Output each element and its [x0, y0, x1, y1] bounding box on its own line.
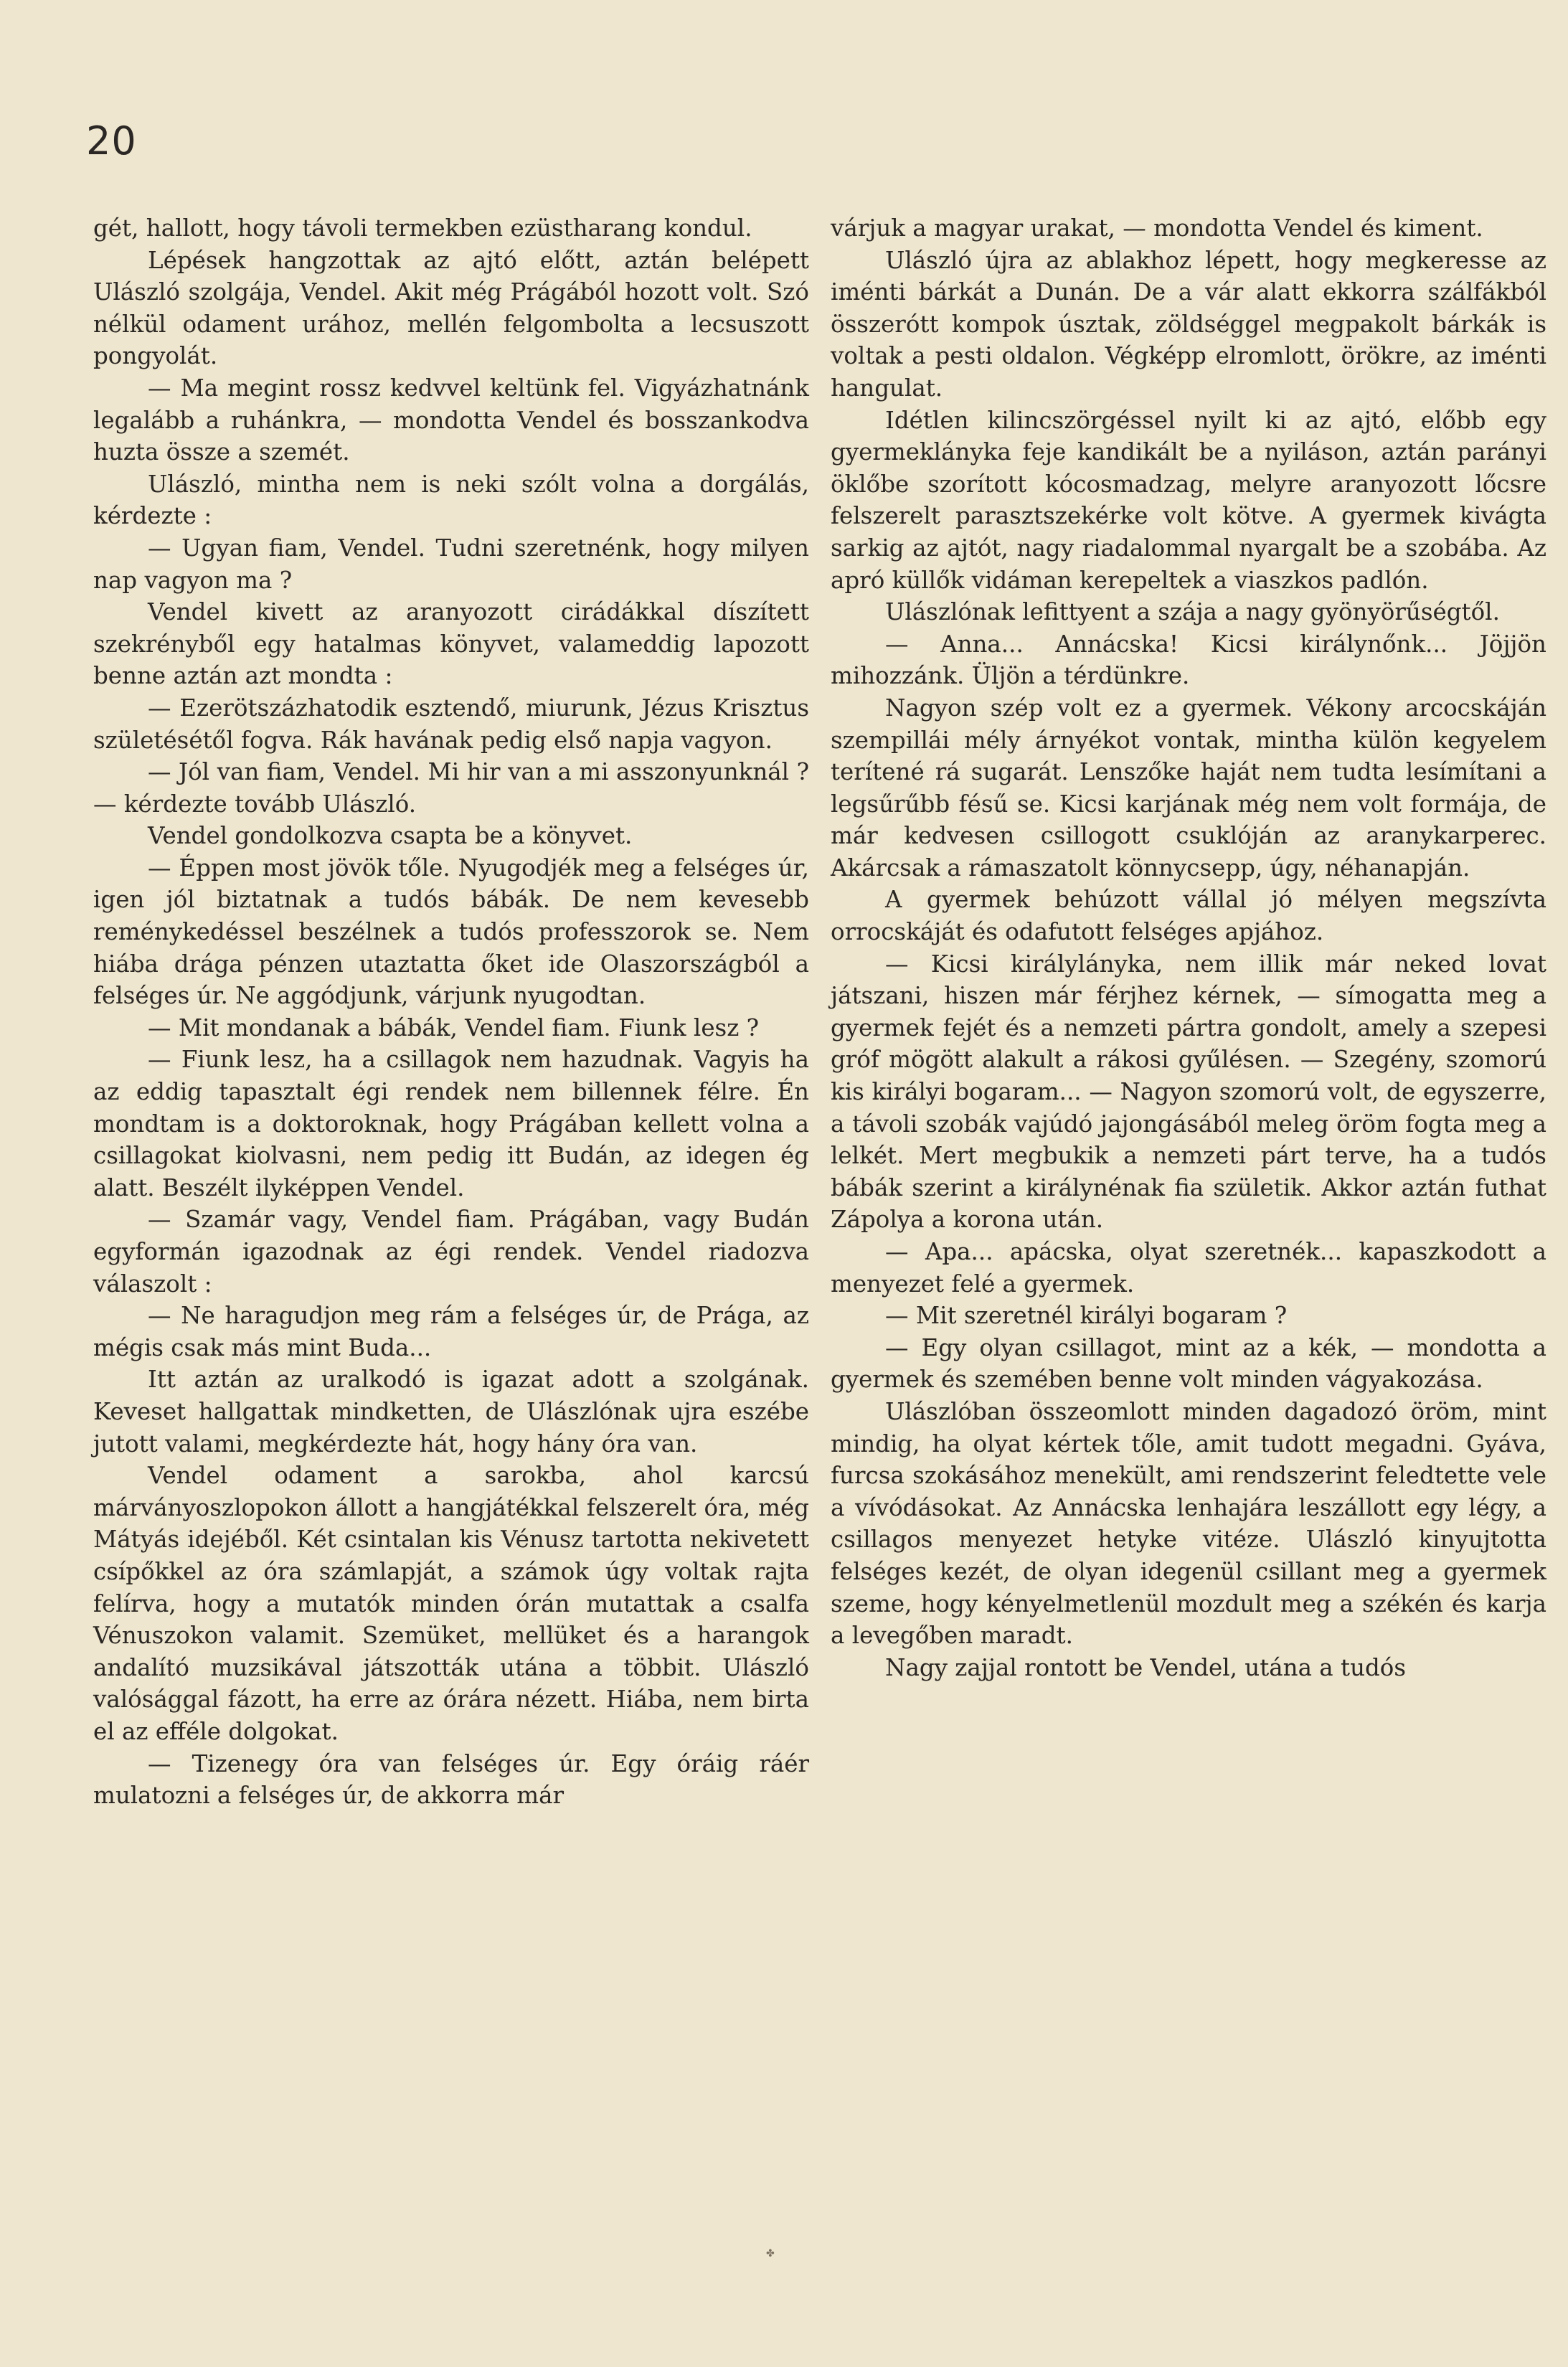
paragraph: Nagyon szép volt ez a gyermek. Vékony arcocskáján szempillái mély árnyékot vontak, mintha külön kegyelem terítené rá sugarát. Lenszőke haját nem tudta lesímítani a legsűrűbb fésű se. Kicsi karjának még nem volt formája, de már kedvesen csillogott csuklóján az aranykarperec. Akárcsak a rámaszatolt könnycsepp, úgy, néhanapján. [831, 694, 1546, 882]
paragraph: Vendel gondolkozva csapta be a könyvet. [148, 822, 633, 850]
page-number: 20 [86, 118, 137, 164]
paragraph: Ulászló, mintha nem is neki szólt volna a dorgálás, kérdezte : [93, 470, 809, 530]
paragraph: Vendel odament a sarokba, ahol karcsú márványoszlopokon állott a hangjátékkal felszerelt óra, még Mátyás idejéből. Két csintalan kis Vénusz tartotta nekivetett csípőkkel az óra számlapját, a számok úgy voltak rajta felírva, hogy a mutatók minden órán mutattak a csalfa Vénuszokon valamit. Szemüket, mellüket és a harangok andalító muzsikával játszották utána a többit. Ulászló valósággal fázott, ha erre az órára nézett. Hiába, nem birta el az efféle dolgokat. [93, 1462, 809, 1745]
paragraph: — Szamár vagy, Vendel fiam. Prágában, vagy Budán egyformán igazodnak az égi rendek. Vendel riadozva válaszolt : [93, 1206, 809, 1298]
paragraph: — Ezerötszázhatodik esztendő, miurunk, Jézus Krisztus születésétől fogva. Rák havának pedig első napja vagyon. [93, 694, 809, 754]
paragraph: — Anna... Annácska! Kicsi királynőnk... Jöjjön mihozzánk. Üljön a térdünkre. [831, 630, 1546, 690]
paragraph: — Jól van fiam, Vendel. Mi hir van a mi asszonyunknál ? — kérdezte tovább Ulászló. [93, 758, 809, 818]
left-text-column [93, 212, 809, 1812]
paragraph: Ulászló újra az ablakhoz lépett, hogy megkeresse az iménti bárkát a Dunán. De a vár alatt ekkorra szálfákból összerótt kompok úsztak, zöldséggel megpakolt bárkák is voltak a pesti oldalon. Végképp elromlott, örökre, az iménti hangulat. [831, 246, 1546, 402]
paragraph: — Fiunk lesz, ha a csillagok nem hazudnak. Vagyis ha az eddig tapasztalt égi rendek nem billennek félre. Én mondtam is a doktoroknak, hogy Prágában kellett volna a csillagokat kiolvasni, nem pedig itt Budán, az idegen ég alatt. Beszélt ilyképpen Vendel. [93, 1046, 809, 1201]
paragraph: várjuk a magyar urakat, — mondotta Vendel és kiment. [831, 214, 1483, 242]
paragraph: Itt aztán az uralkodó is igazat adott a szolgának. Keveset hallgattak mindketten, de Ulászlónak ujra eszébe jutott valami, megkérdezte hát, hogy hány óra van. [93, 1366, 809, 1457]
paragraph: — Apa... apácska, olyat szeretnék... kapaszkodott a menyezet felé a gyermek. [831, 1238, 1546, 1298]
paragraph: Nagy zajjal rontott be Vendel, utána a tudós [885, 1653, 1407, 1681]
paragraph: — Kicsi királylányka, nem illik már neked lovat játszani, hiszen már férjhez kérnek, — símogatta meg a gyermek fejét és a nemzeti pártra gondolt, amely a szepesi gróf mögött alakult a rákosi gyűlésen. — Szegény, szomorú kis királyi bogaram... — Nagyon szomorú volt, de egyszerre, a távoli szobák vajúdó jajongásából meleg öröm fogta meg a lelkét. Mert megbukik a nemzeti párt terve, ha a tudós bábák szerint a királynénak fia születik. Akkor aztán futhat Zápolya a korona után. [831, 950, 1546, 1234]
paragraph: Lépések hangzottak az ajtó előtt, aztán belépett Ulászló szolgája, Vendel. Akit még Prágából hozott volt. Szó nélkül odament urához, mellén felgombolta a lecsuszott pongyolát. [93, 246, 809, 370]
paragraph: — Ma megint rossz kedvvel keltünk fel. Vigyázhatnánk legalább a ruhánkra, — mondotta Vendel és bosszankodva huzta össze a szemét. [93, 374, 809, 466]
paragraph: Idétlen kilincszörgéssel nyilt ki az ajtó, előbb egy gyermeklányka feje kandikált be a nyiláson, aztán parányi öklőbe szorított kócosmadzag, melyre aranyozott lőcsre felszerelt parasztszekérke volt kötve. A gyermek kivágta sarkig az ajtót, nagy riadalommal nyargalt be a szobába. Az apró küllők vidáman kerepeltek a viaszkos padlón. [831, 406, 1546, 594]
paragraph: — Tizenegy óra van felséges úr. Egy óráig ráér mulatozni a felséges úr, de akkorra már [93, 1749, 809, 1810]
printer-mark: ✤ [766, 2248, 775, 2259]
paragraph: — Ugyan fiam, Vendel. Tudni szeretnénk, hogy milyen nap vagyon ma ? [93, 534, 809, 594]
paragraph: gét, hallott, hogy távoli termekben ezüstharang kondul. [93, 214, 752, 242]
paragraph: — Mit mondanak a bábák, Vendel fiam. Fiunk lesz ? [148, 1014, 760, 1041]
paragraph: A gyermek behúzott vállal jó mélyen megszívta orrocskáját és odafutott felséges apjához. [831, 886, 1546, 946]
right-text-column [831, 212, 1546, 1683]
paragraph: — Ne haragudjon meg rám a felséges úr, de Prága, az mégis csak más mint Buda... [93, 1302, 809, 1361]
paragraph: Ulászlóban összeomlott minden dagadozó öröm, mint mindig, ha olyat kértek tőle, amit tudott megadni. Gyáva, furcsa szokásához menekült, ami rendszerint feledtette vele a vívódásokat. Az Annácska lenhajára leszállott egy légy, a csillagos menyezet hetyke vitéze. Ulászló kinyujtotta felséges kezét, de olyan idegenül csillant meg a gyermek szeme, hogy kényelmetlenül mozdult meg a székén és karja a levegőben maradt. [831, 1397, 1546, 1650]
paragraph: Ulászlónak lefittyent a szája a nagy gyönyörűségtől. [885, 598, 1500, 626]
paragraph: — Mit szeretnél királyi bogaram ? [885, 1302, 1288, 1330]
paragraph: Vendel kivett az aranyozott cirádákkal díszített szekrényből egy hatalmas könyvet, valameddig lapozott benne aztán azt mondta : [93, 598, 809, 690]
paragraph: — Éppen most jövök tőle. Nyugodjék meg a felséges úr, igen jól biztatnak a tudós bábák. De nem kevesebb reménykedéssel beszélnek a tudós professzorok se. Nem hiába drága pénzen utaztatta őket ide Olaszországból a felséges úr. Ne aggódjunk, várjunk nyugodtan. [93, 854, 809, 1010]
paragraph: — Egy olyan csillagot, mint az a kék, — mondotta a gyermek és szemében benne volt minden vágyakozása. [831, 1333, 1546, 1394]
